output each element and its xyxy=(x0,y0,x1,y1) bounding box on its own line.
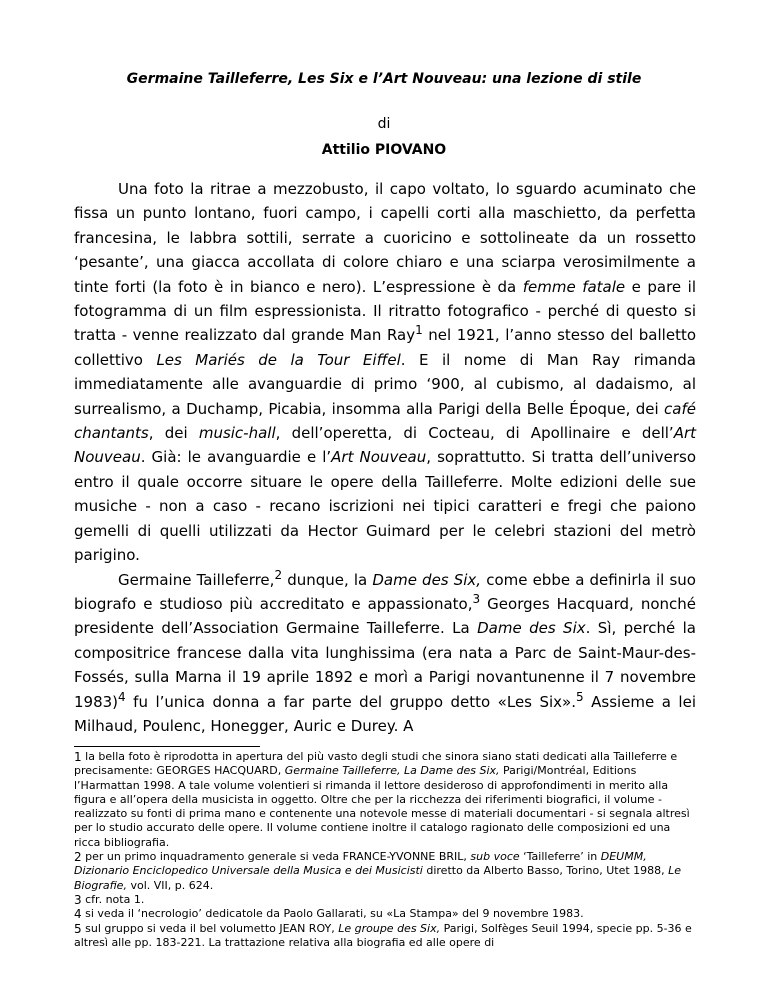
paragraph-2: Germaine Tailleferre,$^2$ dunque, la Dame des Six, come ebbe a definirla il suo biografo e studioso più accreditato e appassionato,$^3$ Georges Hacquard, nonché presidente dell’Association Germaine Tailleferre. La Dame des Six. Sì, perché la compositrice francese dalla vita lunghissima (era nata a Parc de Saint-Maur-des-Fossés, sulla Marna il 19 aprile 1892 e morì a Parigi novantunenne il 7 novembre 1983)$^4$ fu l’unica donna a far parte del gruppo detto «Les Six».$^5$ Assieme a lei Milhaud, Poulenc, Honegger, Auric e Durey. A xyxy=(74,567,697,735)
footnote-number: 4 xyxy=(74,907,82,922)
footnote-ref-5[interactable]: 5 xyxy=(576,689,584,704)
italic-phrase: femme fatale xyxy=(522,277,626,296)
footnote-ref-1[interactable]: 1 xyxy=(415,323,423,338)
document-title: Germaine Tailleferre, Les Six e l’Art Nouveau: una lezione di stile xyxy=(126,71,642,87)
footnote-ref-3[interactable]: 3 xyxy=(472,591,481,606)
footnote-5: $^5$ sul gruppo si veda il bel volumetto JEAN ROY, Le groupe des Six, Parigi, Solfèges Seuil 1994, specie pp. 5-36 e altresì alle pp. 183-221. La trattazione relativa alla biografia ed alle opere di xyxy=(74,921,692,949)
footnote-2: $^2$ per un primo inquadramento generale si veda FRANCE-YVONNE BRIL, sub voce ‘Tailleferre’ in DEUMM, Dizionario Enciclopedico Universale della Musica e dei Musicisti diretto da Alberto Basso, Torino, Utet 1988, Le Biografie, vol. VII, p. 624. xyxy=(74,850,682,892)
footnote-4: $^4$ si veda il ‘necrologio’ dedicatole da Paolo Gallarati, su «La Stampa» del 9 novembre 1983. xyxy=(74,907,584,922)
italic-phrase: music-hall xyxy=(198,424,276,443)
footnote-number: 5 xyxy=(74,921,82,936)
footnotes xyxy=(74,750,696,950)
footnote-number: 3 xyxy=(74,892,82,907)
footnote-3: $^3$ cfr. nota 1. xyxy=(74,892,145,907)
italic-phrase: Dame des Six xyxy=(477,619,586,638)
footnote-1: $^1$ la bella foto è riprodotta in apertura del più vasto degli studi che sinora siano stati dedicati alla Tailleferre e precisamente: GEORGES HACQUARD, Germaine Tailleferre, La Dame des Six, Parigi/Montréal, Editions l’Harmattan 1998. A tale volume volentieri si rimanda il lettore desideroso di approfondimenti in merito alla figura e all’opera della musicista in oggetto. Oltre che per la ricchezza dei riferimenti biografici, il volume - realizzato su fonti di prima mano e contenente una notevole messe di materiali documentari - si segnala altresì per lo studio accurato delle opere. Il volume contiene inoltre il catalogo ragionato delle composizioni ed una ricca bibliografia. xyxy=(74,750,690,849)
italic-phrase: Art Nouveau xyxy=(74,424,696,467)
footnote-ref-4[interactable]: 4 xyxy=(118,689,126,704)
italic-phrase: Les Mariés de la Tour Eiffel xyxy=(156,350,401,369)
author-name: Attilio PIOVANO xyxy=(321,142,447,158)
article-body xyxy=(74,177,696,738)
italic-phrase: café chantants xyxy=(74,399,696,443)
italic-phrase: Dame des Six, xyxy=(372,570,482,589)
byline: di xyxy=(377,116,391,132)
footnote-number: 2 xyxy=(74,850,82,865)
footnote-separator xyxy=(74,746,260,747)
italic-phrase: Art Nouveau xyxy=(331,448,427,467)
footnote-number: 1 xyxy=(74,750,82,764)
footnote-ref-2[interactable]: 2 xyxy=(274,567,283,582)
paragraph-1: Una foto la ritrae a mezzobusto, il capo voltato, lo sguardo acuminato che fissa un punto lontano, fuori campo, i capelli corti alla maschietto, da perfetta francesina, le labbra sottili, serrate a cuoricino e sottolineate da un rossetto ‘pesante’, una giacca accollata di colore chiaro e una sciarpa verosimilmente a tinte forti (la foto è in bianco e nero). L’espressione è da femme fatale e pare il fotogramma di un film espressionista. Il ritratto fotografico - perché di questo si tratta - venne realizzato dal grande Man Ray$^1$ nel 1921, l’anno stesso del balletto collettivo Les Mariés de la Tour Eiffel. E il nome di Man Ray rimanda immediatamente alle avanguardie di primo ‘900, al cubismo, al dadaismo, al surrealismo, a Duchamp, Picabia, insomma alla Parigi della Belle Époque, dei café chantants, dei music-hall, dell’operetta, di Cocteau, di Apollinaire e dell’Art Nouveau. Già: le avanguardie e l’Art Nouveau, soprattutto. Si tratta dell’universo entro il quale occorre situare le opere della Tailleferre. Molte edizioni delle sue musiche - non a caso - recano iscrizioni nei tipici caratteri e fregi che paiono gemelli di quelli utilizzati da Hector Guimard per le celebri stazioni del metrò parigino. xyxy=(74,180,697,565)
